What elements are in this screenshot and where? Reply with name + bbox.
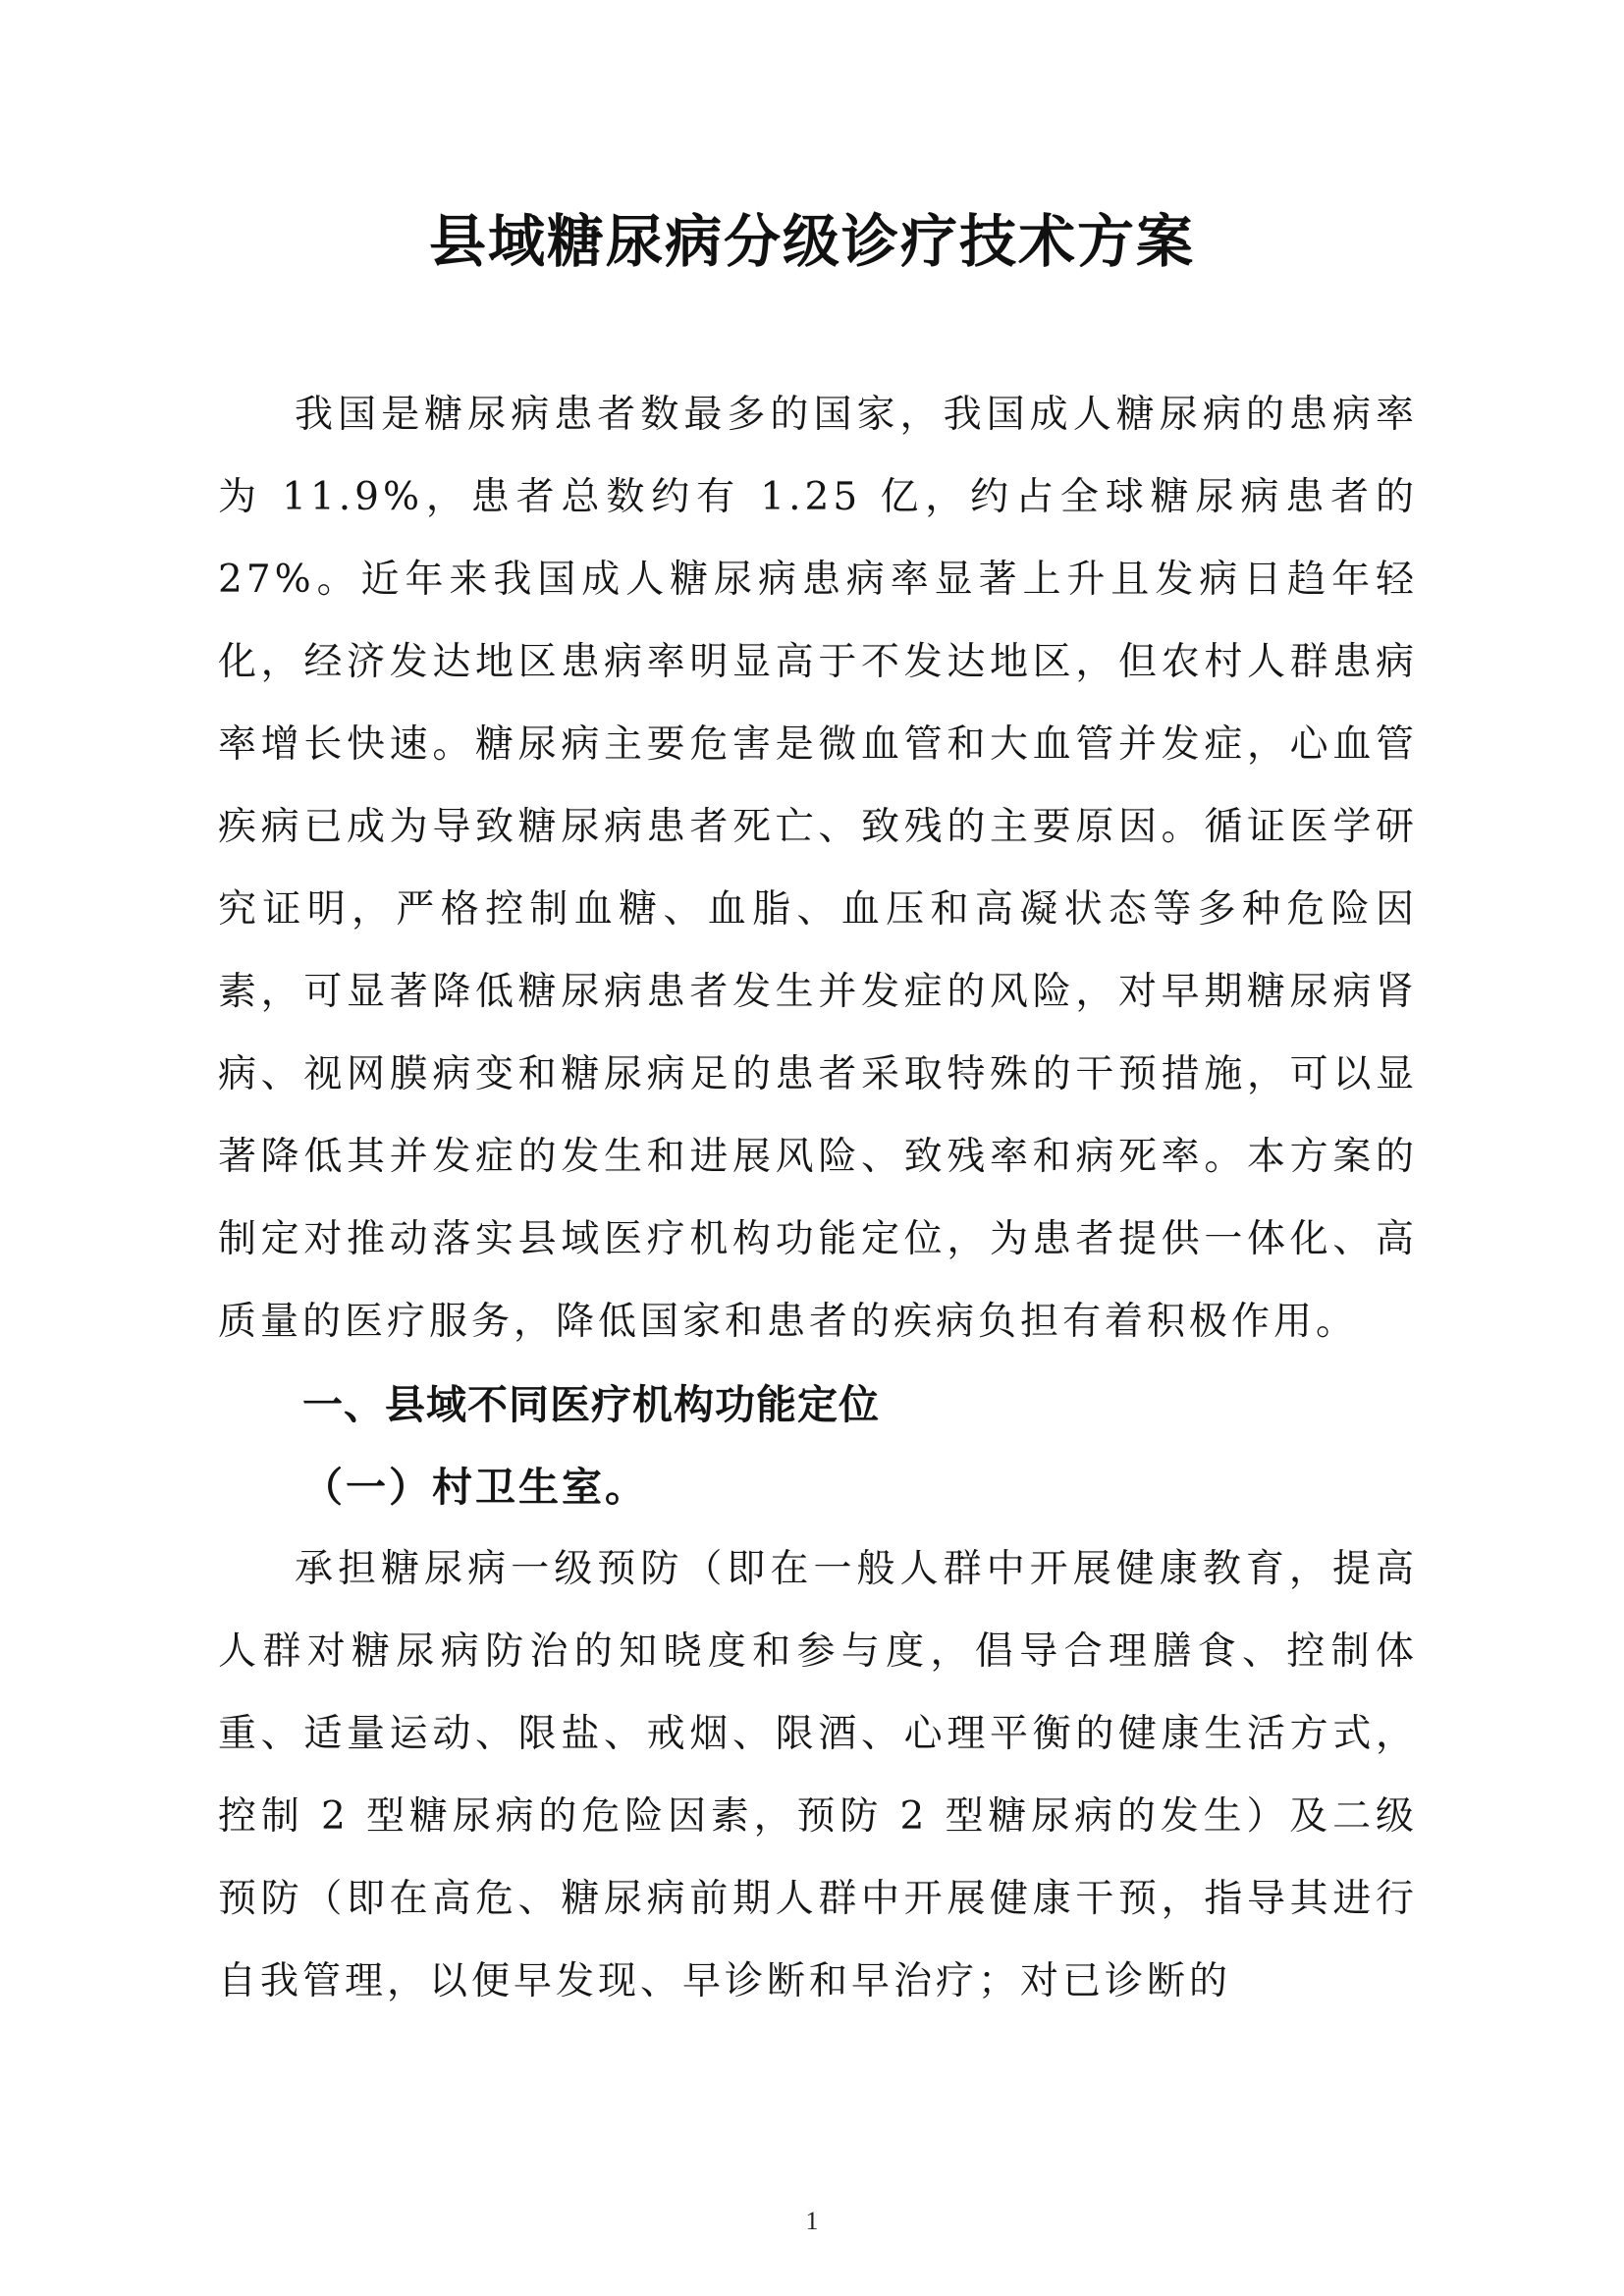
document-title: 县域糖尿病分级诊疗技术方案 — [428, 208, 1195, 275]
page-number: 1 — [805, 2207, 819, 2235]
subsection-heading: （一）村卫生室。 — [302, 1464, 648, 1511]
section-heading: 一、县域不同医疗机构功能定位 — [302, 1381, 880, 1428]
intro-paragraph: 我国是糖尿病患者数最多的国家，我国成人糖尿病的患病率为 11.9%，患者总数约有 1.25 亿，约占全球糖尿病患者的 27%。近年来我国成人糖尿病患病率显著上升且发病日趋年轻化，经济发达地区患病率明显高于不发达地区，但农村人群患病率增长快速。糖尿病主要危害是微血管和大血管并发症，心血管疾病已成为导致糖尿病患者死亡、致残的主要原因。循证医学研究证明，严格控制血糖、血脂、血压和高凝状态等多种危险因素，可显著降低糖尿病患者发生并发症的风险，对早期糖尿病肾病、视网膜病变和糖尿病足的患者采取特殊的干预措施，可以显著降低其并发症的发生和进展风险、致残率和病死率。本方案的制定对推动落实县域医疗机构功能定位，为患者提供一体化、高质量的医疗服务，降低国家和患者的疾病负担有着积极作用。 — [218, 393, 1418, 1344]
subsection-paragraph: 承担糖尿病一级预防（即在一般人群中开展健康教育，提高人群对糖尿病防治的知晓度和参与度，倡导合理膳食、控制体重、适量运动、限盐、戒烟、限酒、心理平衡的健康生活方式，控制 2 型糖尿病的危险因素，预防 2 型糖尿病的发生）及二级预防（即在高危、糖尿病前期人群中开展健康干预，指导其进行自我管理，以便早发现、早诊断和早治疗；对已诊断的 — [218, 1547, 1418, 2003]
document-body — [218, 374, 1418, 2023]
